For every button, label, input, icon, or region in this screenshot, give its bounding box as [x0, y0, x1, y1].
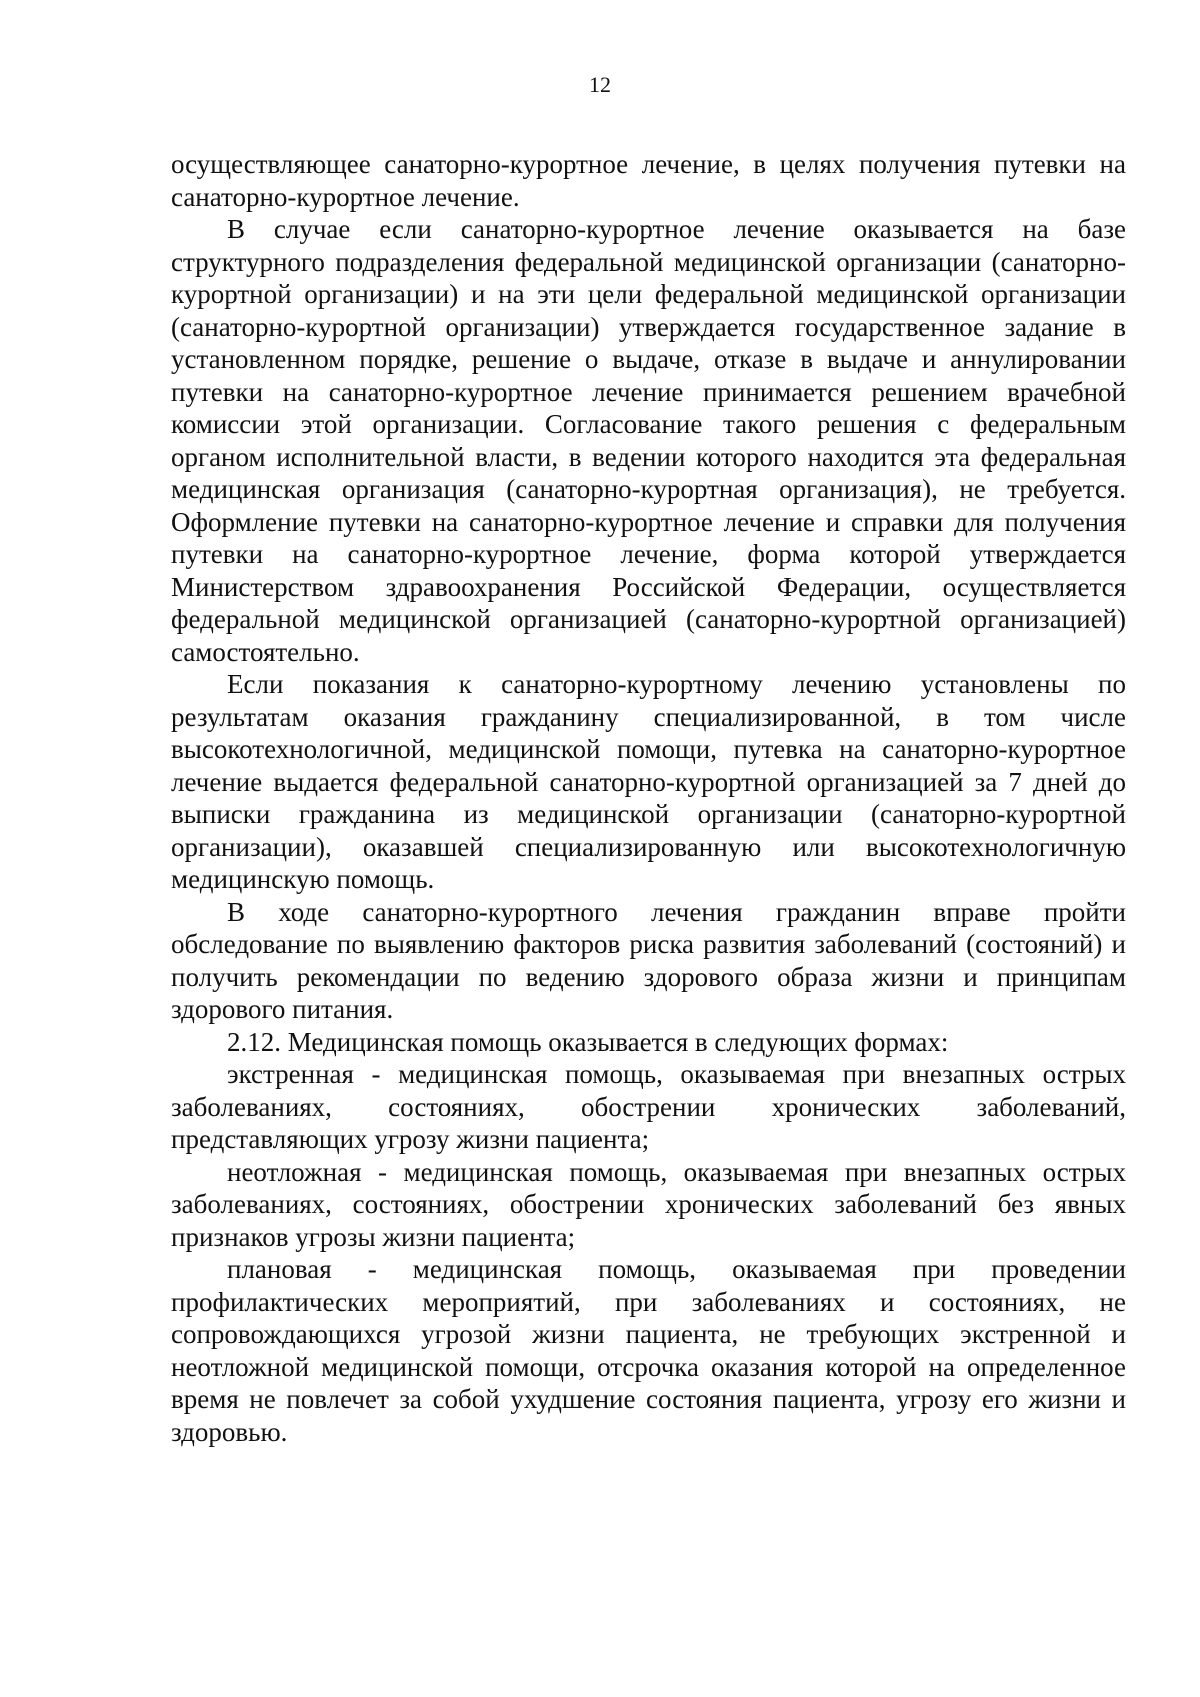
paragraph-urgent-form: неотложная - медицинская помощь, оказываемая при внезапных острых заболеваниях, состояниях, обострении хронических заболеваний без явных признаков угрозы жизни пациента;: [171, 1156, 1126, 1252]
paragraph-examination: В ходе санаторно-курортного лечения гражданин вправе пройти обследование по выявлению факторов риска развития заболеваний (состояний) и получить рекомендации по ведению здорового образа жизни и принципам здорового питания.: [171, 896, 1126, 1024]
paragraph-structural-subdivision: В случае если санаторно-курортное лечение оказывается на базе структурного подразделения федеральной медицинской организации (санаторно-курортной организации) и на эти цели федеральной медицинской организации (санаторно-курортной организации) утверждается государственное задание в установленном порядке, решение о выдаче, отказе в выдаче и аннулировании путевки на санаторно-курортное лечение принимается решением врачебной комиссии этой организации. Согласование такого решения с федеральным органом исполнительной власти, в ведении которого находится эта федеральная медицинская организация (санаторно-курортная организация), не требуется. Оформление путевки на санаторно-курортное лечение и справки для получения путевки на санаторно-курортное лечение, форма которой утверждается Министерством здравоохранения Российской Федерации, осуществляется федеральной медицинской организацией (санаторно-курортной организацией) самостоятельно.: [171, 214, 1126, 667]
section-heading-2-12: 2.12. Медицинская помощь оказывается в следующих формах:: [227, 1026, 949, 1057]
paragraph-emergency-form: экстренная - медицинская помощь, оказываемая при внезапных острых заболеваниях, состояниях, обострении хронических заболеваний, представляющих угрозу жизни пациента;: [171, 1059, 1126, 1154]
paragraph-high-tech-care: Если показания к санаторно-курортному лечению установлены по результатам оказания гражданину специализированной, в том числе высокотехнологичной, медицинской помощи, путевка на санаторно-курортное лечение выдается федеральной санаторно-курортной организацией за 7 дней до выписки гражданина из медицинской организации (санаторно-курортной организации), оказавшей специализированную или высокотехнологичную медицинскую помощь.: [171, 669, 1126, 894]
paragraph-planned-form: плановая - медицинская помощь, оказываемая при проведении профилактических мероприятий, при заболеваниях и состояниях, не сопровождающихся угрозой жизни пациента, не требующих экстренной и неотложной медицинской помощи, отсрочка оказания которой на определенное время не повлечет за собой ухудшение состояния пациента, угрозу его жизни и здоровью.: [171, 1254, 1126, 1447]
paragraph-continuation: осуществляющее санаторно-курортное лечение, в целях получения путевки на санаторно-курортное лечение.: [171, 149, 1126, 212]
document-body: [171, 148, 1126, 1448]
page-number: 12: [589, 72, 611, 97]
